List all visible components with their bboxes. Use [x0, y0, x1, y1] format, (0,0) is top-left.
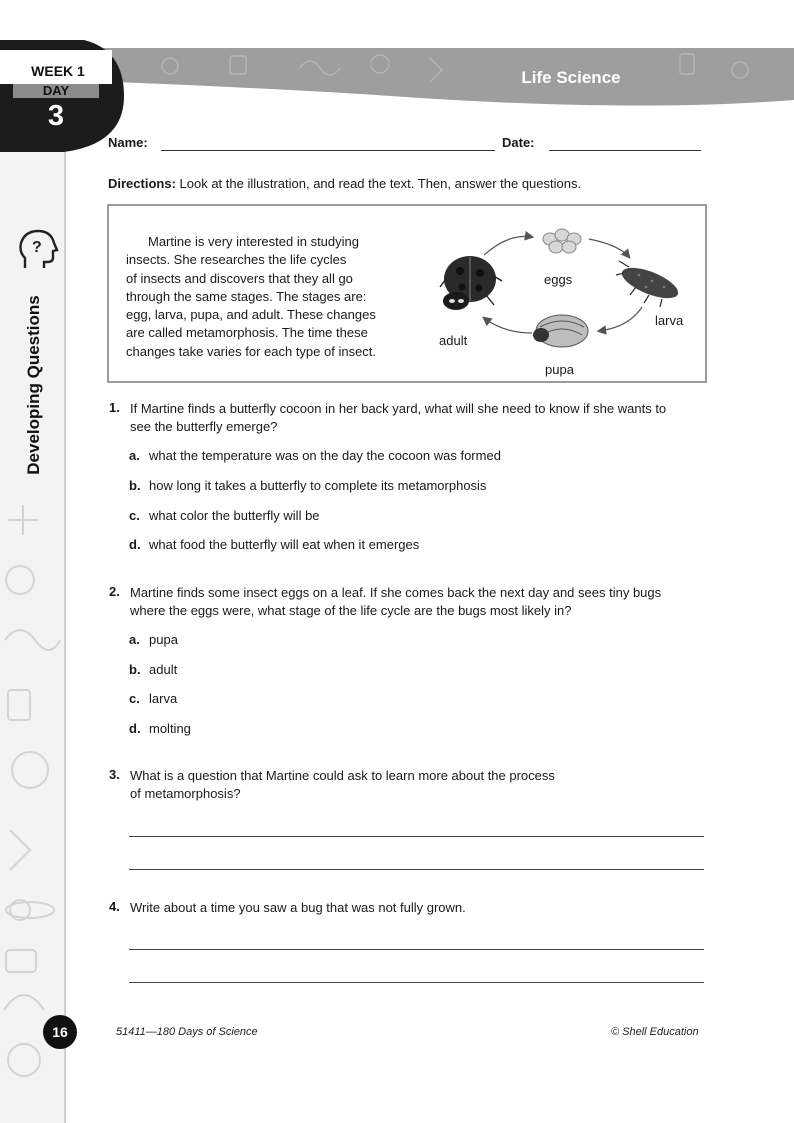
head-question-icon [17, 228, 59, 272]
question-3-text [130, 767, 690, 803]
question-4-number: 4. [109, 899, 120, 914]
eggs-label: eggs [544, 272, 573, 287]
question-1-option-a[interactable] [129, 448, 501, 463]
question-3-answer-line[interactable] [129, 869, 704, 870]
page-number: 16 [43, 1015, 77, 1049]
option-letter: b. [129, 478, 141, 493]
option-letter: d. [129, 721, 141, 736]
passage-line: egg, larva, pupa, and adult. These changes [126, 307, 376, 323]
life-cycle-illustration [424, 215, 694, 375]
option-letter: a. [129, 448, 140, 463]
option-text: how long it takes a butterfly to complete its metamorphosis [149, 478, 487, 493]
option-letter: c. [129, 508, 140, 523]
pupa-image [533, 315, 588, 347]
passage-line: insects. She researches the life cycles [126, 252, 347, 268]
option-letter: a. [129, 632, 140, 647]
question-1-option-b[interactable] [129, 478, 486, 493]
question-3-line: of metamorphosis? [130, 786, 241, 801]
larva-label: larva [655, 313, 684, 328]
directions-text: Look at the illustration, and read the text. Then, answer the questions. [175, 176, 582, 191]
question-2-text: Martine finds some insect eggs on a leaf. If she comes back the next day and sees tiny bugs where the eggs were, what stage of the life cycle are the bugs most likely in? [130, 585, 662, 618]
adult-label: adult [439, 333, 468, 348]
publisher: © Shell Education [611, 1026, 699, 1038]
passage-line: through the same stages. The stages are: [126, 288, 367, 304]
eggs-image [543, 229, 581, 253]
directions [108, 176, 581, 191]
question-2-option-b[interactable] [129, 662, 177, 677]
question-1-text: If Martine finds a butterfly cocoon in her back yard, what will she need to know if she wants to see the butterfly emerge? [130, 401, 667, 434]
option-text: adult [149, 662, 178, 677]
option-letter: b. [129, 662, 141, 677]
question-1-option-d[interactable] [129, 537, 419, 552]
question-3-answer-line[interactable] [129, 836, 704, 837]
date-label: Date: [502, 135, 535, 150]
question-4-answer-line[interactable] [129, 949, 704, 950]
question-1-number: 1. [109, 400, 120, 415]
date-field[interactable] [549, 150, 701, 151]
book-title: 51411—180 Days of Science [116, 1026, 258, 1038]
option-text: what color the butterfly will be [149, 508, 320, 523]
passage-line: are called metamorphosis. The time these [126, 325, 368, 341]
question-4-answer-line[interactable] [129, 982, 704, 983]
question-2-number: 2. [109, 584, 120, 599]
passage-line: changes take varies for each type of insect. [126, 343, 377, 359]
question-1-option-c[interactable] [129, 508, 320, 523]
passage-line: Martine is very interested in studying [148, 234, 359, 249]
day-label: DAY [13, 84, 99, 98]
name-field[interactable] [161, 150, 495, 151]
question-2-option-c[interactable] [129, 691, 177, 706]
week-label: WEEK 1 [31, 63, 85, 79]
question-2-option-d[interactable] [129, 721, 191, 736]
name-label: Name: [108, 135, 148, 150]
option-text: pupa [149, 632, 178, 647]
option-text: what the temperature was on the day the cocoon was formed [149, 448, 501, 463]
reading-passage [126, 233, 411, 361]
option-letter: d. [129, 537, 141, 552]
skill-label: Developing Questions [24, 295, 43, 475]
option-text: what food the butterfly will eat when it emerges [149, 537, 420, 552]
option-text: larva [149, 691, 178, 706]
question-3-line: What is a question that Martine could ask to learn more about the process [130, 768, 555, 783]
sidebar-doodles [0, 50, 64, 1123]
section-title: Life Science [521, 68, 621, 87]
larva-image [616, 261, 682, 307]
adult-image [440, 256, 502, 310]
option-text: molting [149, 721, 191, 736]
pupa-label: pupa [545, 362, 574, 377]
question-2-option-a[interactable] [129, 632, 178, 647]
left-sidebar [0, 50, 66, 1123]
passage-line: of insects and discovers that they all go [126, 270, 353, 286]
option-letter: c. [129, 691, 140, 706]
directions-lead: Directions: [108, 176, 176, 191]
day-number: 3 [47, 100, 65, 132]
svg-text:?: ? [32, 239, 42, 256]
question-4-text: Write about a time you saw a bug that was not fully grown. [130, 900, 466, 915]
question-3-number: 3. [109, 767, 120, 782]
